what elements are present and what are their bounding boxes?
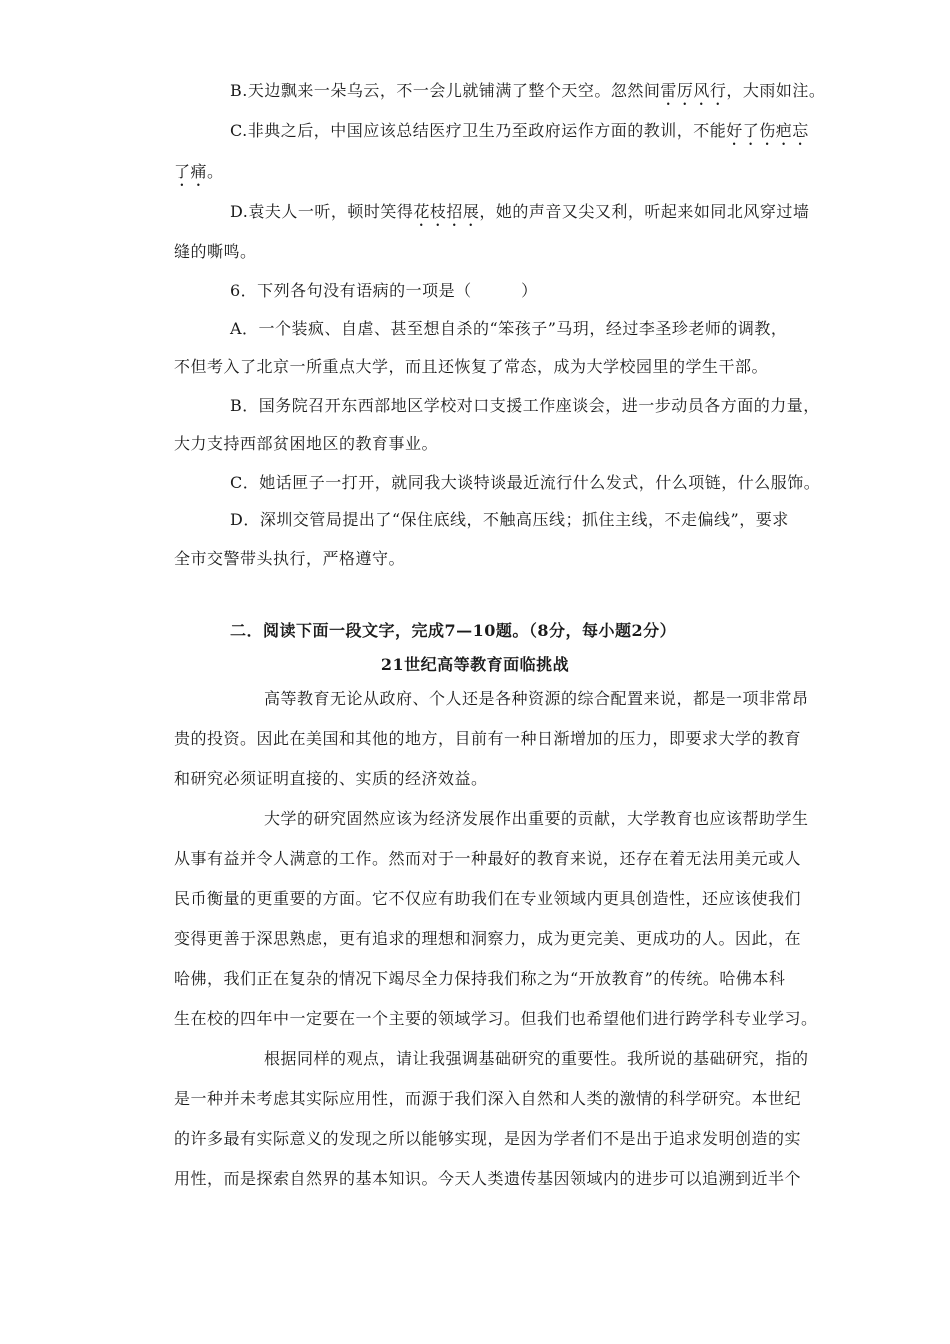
passage-title: 21世纪高等教育面临挑战 (380, 655, 570, 674)
passage-p2-line3: 民币衡量的更重要的方面。它不仅应有助我们在专业领域内更具创造性，还应该使我们 (174, 889, 802, 908)
passage-p3-line1: 根据同样的观点，请让我强调基础研究的重要性。我所说的基础研究，指的 (264, 1049, 809, 1068)
q5-option-d-emphasis: 花枝招展 (413, 202, 480, 221)
q5-option-c-text: C.非典之后，中国应该总结医疗卫生乃至政府运作方面的教训，不能 (230, 121, 727, 140)
q5-option-c-emphasis: 好了伤疤忘 (726, 121, 809, 140)
passage-p3-line3: 的许多最有实际意义的发现之所以能够实现，是因为学者们不是出于追求发明创造的实 (174, 1129, 802, 1148)
passage-p3-line2: 是一种并未考虑其实际应用性，而源于我们深入自然和人类的激情的科学研究。本世纪 (174, 1089, 802, 1108)
passage-p1-line2: 贵的投资。因此在美国和其他的地方，目前有一种日渐增加的压力，即要求大学的教育 (174, 729, 802, 748)
q6-option-a-line1: A．一个装疯、自虐、甚至想自杀的“笨孩子”马玥，经过李圣珍老师的调教， (230, 319, 788, 338)
q5-option-c-line2 (174, 162, 224, 190)
q5-option-d-line2: 缝的嘶鸣。 (174, 242, 257, 261)
q6-option-c: C．她话匣子一打开，就同我大谈特谈最近流行什么发式，什么项链，什么服饰。 (230, 473, 821, 492)
q5-option-d-tail: ，她的声音又尖又利，听起来如同北风穿过墙 (479, 202, 810, 221)
q6-option-b-line2: 大力支持西部贫困地区的教育事业。 (174, 434, 439, 453)
q6-option-a-line2: 不但考入了北京一所重点大学，而且还恢复了常态，成为大学校园里的学生干部。 (174, 357, 769, 376)
q6-option-d-line1: D．深圳交管局提出了“保住底线，不触高压线；抓住主线，不走偏线”，要求 (230, 510, 789, 529)
passage-p2-line1: 大学的研究固然应该为经济发展作出重要的贡献，大学教育也应该帮助学生 (264, 809, 809, 828)
q5-option-c-emphasis-2: 了痛 (174, 162, 208, 181)
q5-option-d-line1 (230, 202, 809, 230)
passage-p1-line1: 高等教育无论从政府、个人还是各种资源的综合配置来说，都是一项非常昂 (264, 689, 809, 708)
q5-option-b-tail: ，大雨如注。 (726, 81, 826, 100)
q5-option-d-text: D.袁夫人一听，顿时笑得 (230, 202, 414, 221)
passage-p2-line2: 从事有益并令人满意的工作。然而对于一种最好的教育来说，还存在着无法用美元或人 (174, 849, 802, 868)
q6-option-d-line2: 全市交警带头执行，严格遵守。 (174, 549, 406, 568)
q5-option-c-line1 (230, 121, 809, 149)
passage-p1-line3: 和研究必须证明直接的、实质的经济效益。 (174, 769, 488, 788)
passage-p2-line6: 生在校的四年中一定要在一个主要的领域学习。但我们也希望他们进行跨学科专业学习。 (174, 1009, 818, 1028)
passage-p2-line5: 哈佛，我们正在复杂的情况下竭尽全力保持我们称之为“开放教育”的传统。哈佛本科 (174, 969, 786, 988)
q5-option-b (230, 81, 825, 109)
passage-p3-line4: 用性，而是探索自然界的基本知识。今天人类遗传基因领域内的进步可以追溯到近半个 (174, 1169, 802, 1188)
q6-option-b-line1: B．国务院召开东西部地区学校对口支援工作座谈会，进一步动员各方面的力量， (230, 396, 820, 415)
q5-option-c-tail: 。 (207, 162, 224, 181)
q5-option-b-emphasis: 雷厉风行 (660, 81, 727, 100)
q6-stem: 6．下列各句没有语病的一项是（ ） (230, 281, 538, 300)
q5-option-b-text: B.天边飘来一朵乌云，不一会儿就铺满了整个天空。忽然间 (230, 81, 661, 100)
passage-p2-line4: 变得更善于深思熟虑，更有追求的理想和洞察力，成为更完美、更成功的人。因此，在 (174, 929, 802, 948)
section-heading: 二．阅读下面一段文字，完成7—10题。（8分，每小题2分） (230, 621, 677, 640)
